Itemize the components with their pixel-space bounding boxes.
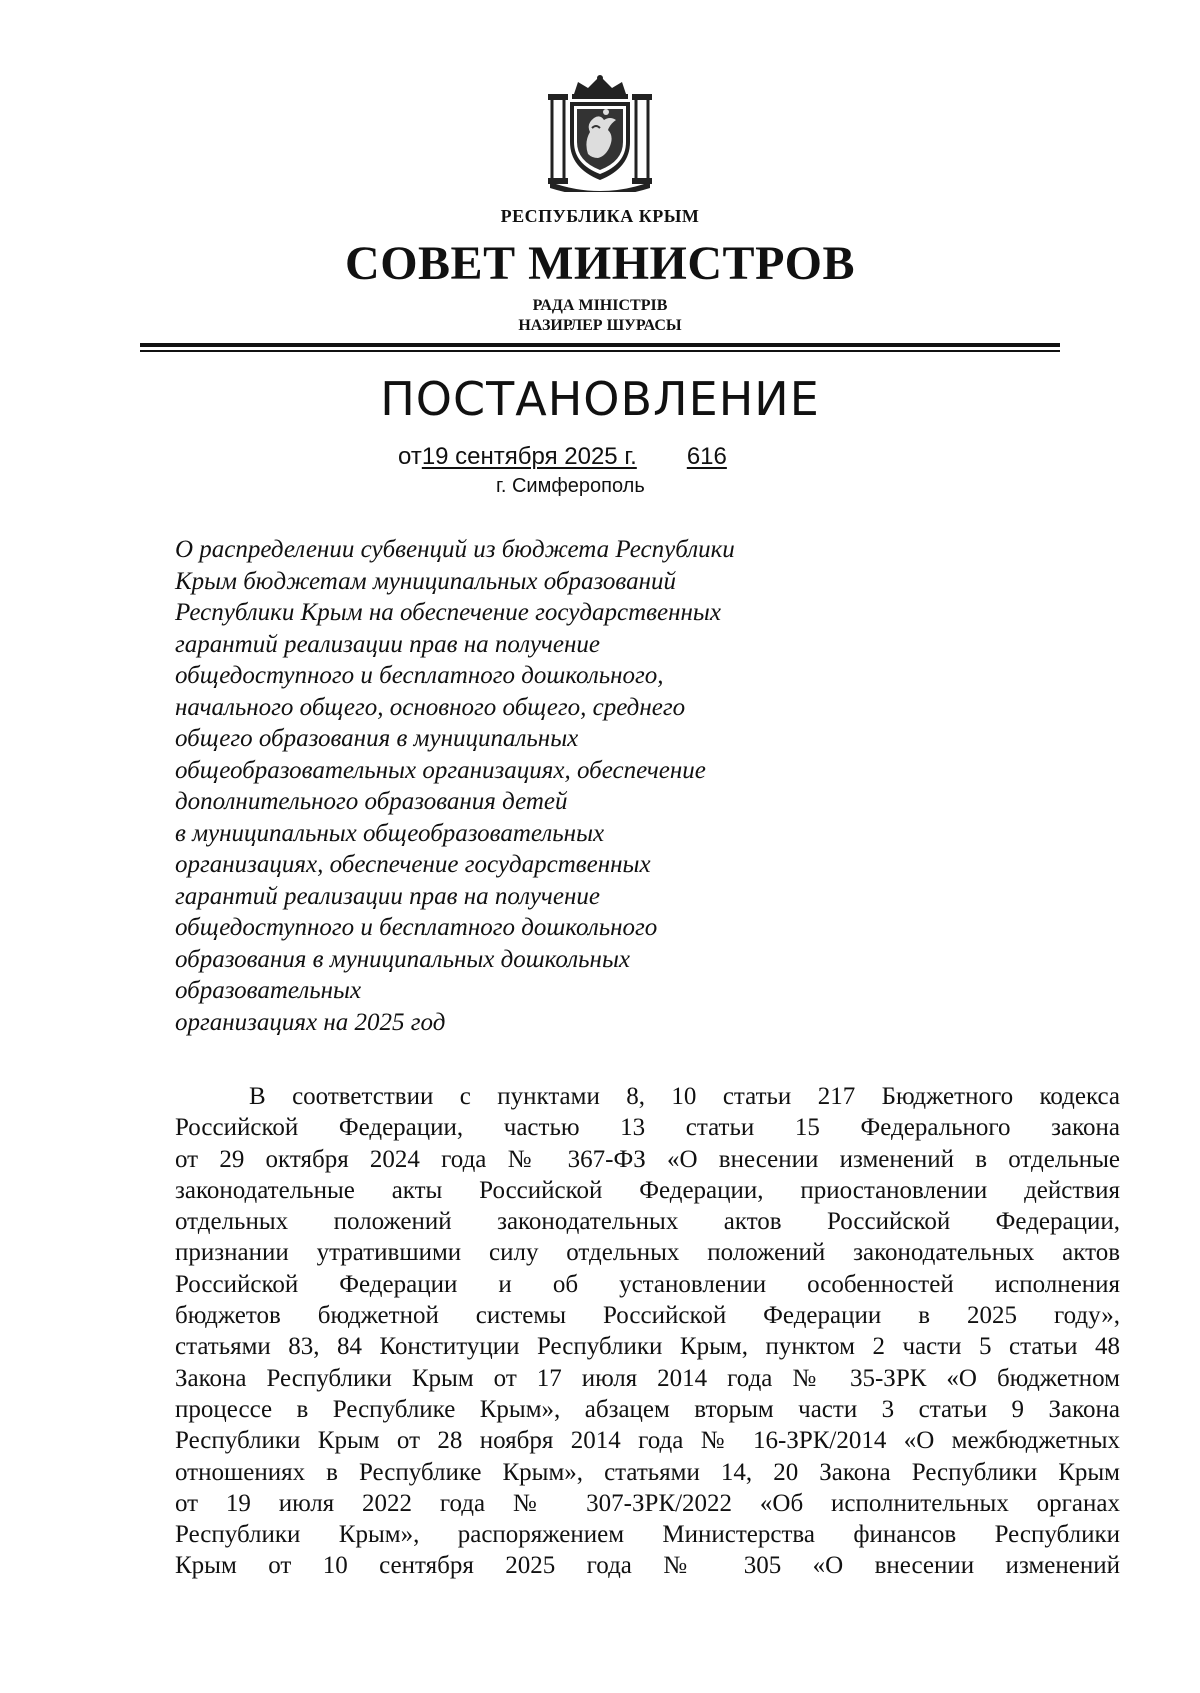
- subject-line: гарантий реализации прав на получение: [175, 630, 600, 658]
- decree-number: 616: [686, 443, 727, 470]
- subject-line: Республики Крым на обеспечение государственных: [175, 599, 721, 626]
- body-line: признании утратившими силу отдельных положений законодательных актов: [175, 1239, 1120, 1267]
- subject-line: общедоступного и бесплатного дошкольного,: [175, 662, 664, 689]
- republic-name: РЕСПУБЛИКА КРЫМ: [500, 206, 700, 226]
- council-name-crimean-tatar: НАЗИРЛЕР ШУРАСЫ: [518, 317, 682, 334]
- body-line: Республики Крым», распоряжением Министерства финансов Республики: [175, 1521, 1120, 1549]
- body-line: от 29 октября 2024 года № 367-ФЗ «О внесении изменений в отдельные: [175, 1145, 1120, 1173]
- subject-line: образовательных: [175, 977, 362, 1004]
- date-prefix: от: [398, 443, 422, 470]
- subject-line: образования в муниципальных дошкольных: [175, 945, 630, 973]
- subject-line: в муниципальных общеобразовательных: [175, 819, 605, 847]
- decree-dateline: [398, 445, 751, 469]
- body-line: Российской Федерации и об установлении особенностей исполнения: [175, 1270, 1120, 1298]
- header-rule-thick: [140, 343, 1060, 347]
- body-line: отдельных положений законодательных актов Российской Федерации,: [175, 1208, 1120, 1236]
- body-line: от 19 июля 2022 года № 307-ЗРК/2022 «Об исполнительных органах: [175, 1489, 1120, 1517]
- subject-line: начального общего, основного общего, среднего: [175, 693, 686, 721]
- decree-title: ПОСТАНОВЛЕНИЕ: [380, 372, 820, 426]
- crimea-coat-of-arms-icon: [544, 68, 656, 192]
- subject-line: О распределении субвенций из бюджета Республики: [175, 536, 735, 563]
- subject-line: общеобразовательных организациях, обеспечение: [175, 756, 706, 784]
- body-line: В соответствии с пунктами 8, 10 статьи 217 Бюджетного кодекса: [249, 1083, 1120, 1110]
- body-line: процессе в Республике Крым», абзацем вторым части 3 статьи 9 Закона: [175, 1395, 1120, 1423]
- body-line: Российской Федерации, частью 13 статьи 15 Федерального закона: [175, 1114, 1120, 1142]
- council-name-ukrainian: РАДА МІНІСТРІВ: [532, 297, 668, 314]
- header-rule-thin: [140, 350, 1060, 352]
- body-line: Республики Крым от 28 ноября 2014 года № 16-ЗРК/2014 «О межбюджетных: [175, 1427, 1120, 1455]
- subject-line: Крым бюджетам муниципальных образований: [175, 567, 677, 595]
- body-line: отношениях в Республике Крым», статьями 14, 20 Закона Республики Крым: [175, 1458, 1120, 1486]
- subject-line: общего образования в муниципальных: [175, 725, 579, 752]
- subject-line: дополнительного образования детей: [175, 788, 568, 815]
- subject-line: гарантий реализации прав на получение: [175, 882, 600, 910]
- subject-line: организациях на 2025 год: [175, 1008, 446, 1036]
- body-line: Крым от 10 сентября 2025 года № 305 «О внесении изменений: [175, 1552, 1120, 1580]
- decree-body-paragraph: [175, 1081, 1120, 1582]
- decree-city: г. Симферополь: [496, 475, 645, 497]
- body-line: статьями 83, 84 Конституции Республики Крым, пунктом 2 части 5 статьи 48: [175, 1333, 1120, 1361]
- council-name: СОВЕТ МИНИСТРОВ: [345, 237, 855, 290]
- subject-line: общедоступного и бесплатного дошкольного: [175, 914, 658, 941]
- decree-subject: [175, 534, 735, 1038]
- subject-line: организациях, обеспечение государственных: [175, 851, 651, 878]
- body-line: законодательные акты Российской Федерации, приостановлении действия: [175, 1176, 1120, 1204]
- body-line: Закона Республики Крым от 17 июля 2014 года № 35-ЗРК «О бюджетном: [175, 1364, 1120, 1392]
- decree-date-underlined: [422, 443, 751, 470]
- body-line: бюджетов бюджетной системы Российской Федерации в 2025 году»,: [175, 1302, 1120, 1330]
- decree-date: 19 сентября 2025 г.: [421, 443, 637, 470]
